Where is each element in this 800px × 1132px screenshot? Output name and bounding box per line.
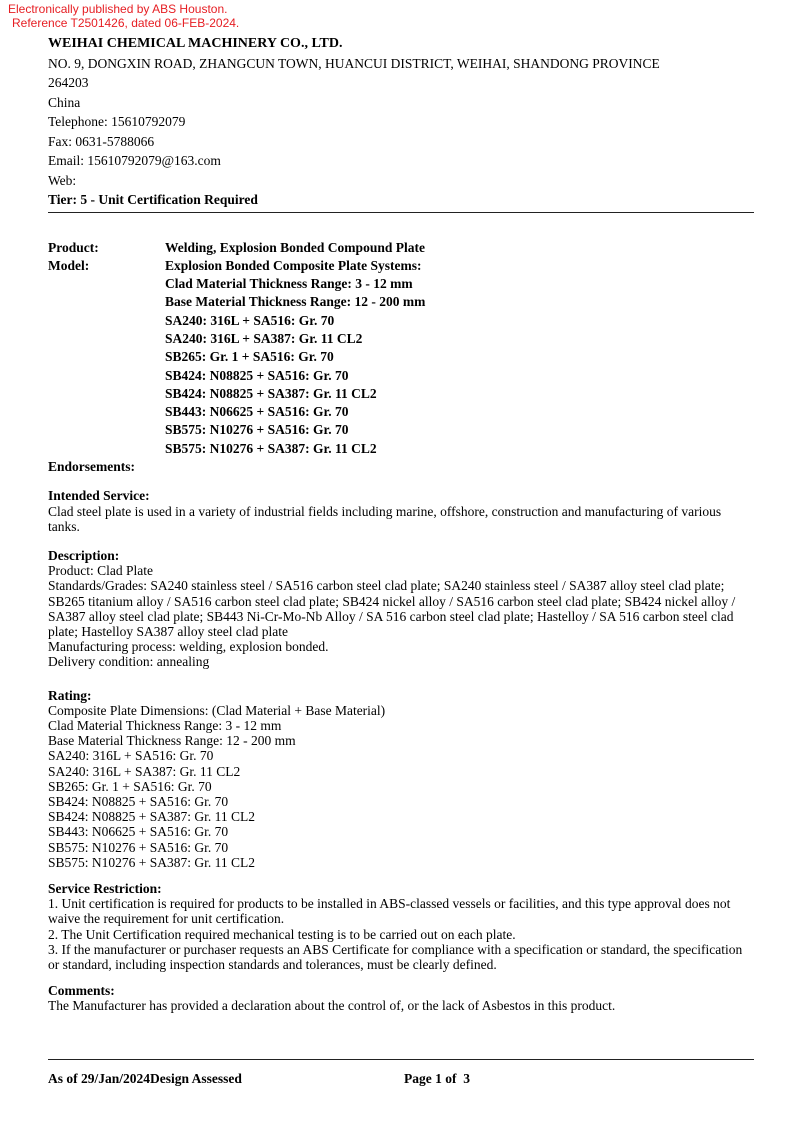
model-line: Clad Material Thickness Range: 3 - 12 mm — [165, 276, 413, 292]
comments-body: The Manufacturer has provided a declaration about the control of, or the lack of Asbestos in this product. — [48, 998, 616, 1014]
service-restriction-item: 1. Unit certification is required for products to be installed in ABS-classed vessels or facilities, and this type approval does not waive the requirement for unit certification. — [48, 896, 731, 927]
model-line: SB424: N08825 + SA516: Gr. 70 — [165, 367, 349, 383]
product-value: Welding, Explosion Bonded Compound Plate — [165, 239, 425, 255]
model-line: SA240: 316L + SA387: Gr. 11 CL2 — [165, 330, 363, 346]
rating-line: Clad Material Thickness Range: 3 - 12 mm — [48, 718, 282, 733]
page-footer — [48, 1059, 754, 1087]
rating-line: Composite Plate Dimensions: (Clad Material + Base Material) — [48, 702, 386, 718]
intended-service-section — [48, 488, 754, 534]
endorsements-heading: Endorsements: — [48, 459, 135, 475]
intended-service-heading: Intended Service: — [48, 488, 150, 504]
model-line: SA240: 316L + SA516: Gr. 70 — [165, 312, 335, 328]
description-heading: Description: — [48, 547, 120, 563]
model-line: Base Material Thickness Range: 12 - 200 mm — [165, 294, 426, 310]
footer-as-of-date: As of 29/Jan/2024 — [48, 1071, 151, 1086]
product-model-block — [48, 239, 754, 459]
rating-line: SB265: Gr. 1 + SA516: Gr. 70 — [48, 778, 212, 794]
rating-line: SA240: 316L + SA516: Gr. 70 — [48, 748, 214, 764]
tier-line: Tier: 5 - Unit Certification Required — [48, 192, 258, 207]
model-line: SB424: N08825 + SA387: Gr. 11 CL2 — [165, 385, 377, 401]
header-divider — [48, 212, 754, 213]
service-restriction-item: 2. The Unit Certification required mechanical testing is to be carried out on each plate. — [48, 926, 516, 942]
description-line: Manufacturing process: welding, explosion bonded. — [48, 639, 329, 655]
service-restriction-item: 3. If the manufacturer or purchaser requests an ABS Certificate for compliance with a specification or standard, the specification or standard, including inspection standards and tolerances, must be clearly defined. — [48, 941, 743, 973]
model-line: SB575: N10276 + SA516: Gr. 70 — [165, 422, 349, 438]
rating-line: SB575: N10276 + SA387: Gr. 11 CL2 — [48, 854, 256, 870]
rating-section — [48, 688, 754, 870]
model-line: SB265: Gr. 1 + SA516: Gr. 70 — [165, 349, 334, 365]
country: China — [48, 94, 81, 110]
postal-code: 264203 — [48, 75, 89, 90]
company-name: WEIHAI CHEMICAL MACHINERY CO., LTD. — [48, 36, 343, 51]
rating-line: SB575: N10276 + SA516: Gr. 70 — [48, 839, 229, 855]
rating-heading: Rating: — [48, 687, 92, 703]
footer-assessment-status: Design Assessed — [150, 1071, 242, 1086]
description-line: Delivery condition: annealing — [48, 654, 210, 670]
comments-section — [48, 983, 754, 1013]
web-line: Web: — [48, 172, 77, 188]
address-line: NO. 9, DONGXIN ROAD, ZHANGCUN TOWN, HUANCUI DISTRICT, WEIHAI, SHANDONG PROVINCE — [48, 55, 660, 71]
stamp-line-1: Electronically published by ABS Houston. — [8, 2, 228, 16]
product-label: Product: — [48, 239, 99, 255]
page-number: Page 1 of 3 — [404, 1071, 470, 1086]
telephone-line: Telephone: 15610792079 — [48, 114, 186, 129]
service-restriction-heading: Service Restriction: — [48, 881, 162, 897]
description-section — [48, 548, 754, 670]
comments-heading: Comments: — [48, 983, 115, 999]
footer-divider — [48, 1059, 754, 1060]
fax-line: Fax: 0631-5788066 — [48, 133, 155, 149]
model-line: SB443: N06625 + SA516: Gr. 70 — [165, 404, 349, 420]
description-line: Product: Clad Plate — [48, 563, 153, 579]
rating-line: SB424: N08825 + SA516: Gr. 70 — [48, 794, 229, 810]
stamp-line-2: Reference T2501426, dated 06-FEB-2024. — [12, 15, 240, 30]
abs-publication-stamp — [8, 3, 239, 30]
intended-service-body: Clad steel plate is used in a variety of industrial fields including marine, offshore, construction and manufacturing of various tanks. — [48, 503, 722, 534]
model-line: Explosion Bonded Composite Plate Systems: — [165, 257, 422, 273]
rating-line: SB424: N08825 + SA387: Gr. 11 CL2 — [48, 809, 256, 825]
rating-line: Base Material Thickness Range: 12 - 200 mm — [48, 733, 296, 749]
model-label: Model: — [48, 257, 90, 273]
rating-line: SA240: 316L + SA387: Gr. 11 CL2 — [48, 763, 241, 779]
rating-line: SB443: N06625 + SA516: Gr. 70 — [48, 824, 229, 840]
email-line: Email: 15610792079@163.com — [48, 153, 221, 168]
document-content — [48, 34, 754, 1014]
model-line: SB575: N10276 + SA387: Gr. 11 CL2 — [165, 440, 377, 456]
service-restriction-section — [48, 881, 754, 972]
description-line: Standards/Grades: SA240 stainless steel / SA516 carbon steel clad plate; SA240 stainless steel / SA387 alloy steel clad plate; SB265 titanium alloy / SA516 carbon steel clad plate; SB424 nickel alloy / SA516 carbon steel clad plate; SB424 nickel alloy / SA387 alloy steel clad plate; SB443 Ni-Cr-Mo-Nb Alloy / SA 516 carbon steel clad plate; Hastelloy / SA 516 carbon steel clad plate; Hastelloy SA387 alloy steel clad plate — [48, 578, 736, 639]
